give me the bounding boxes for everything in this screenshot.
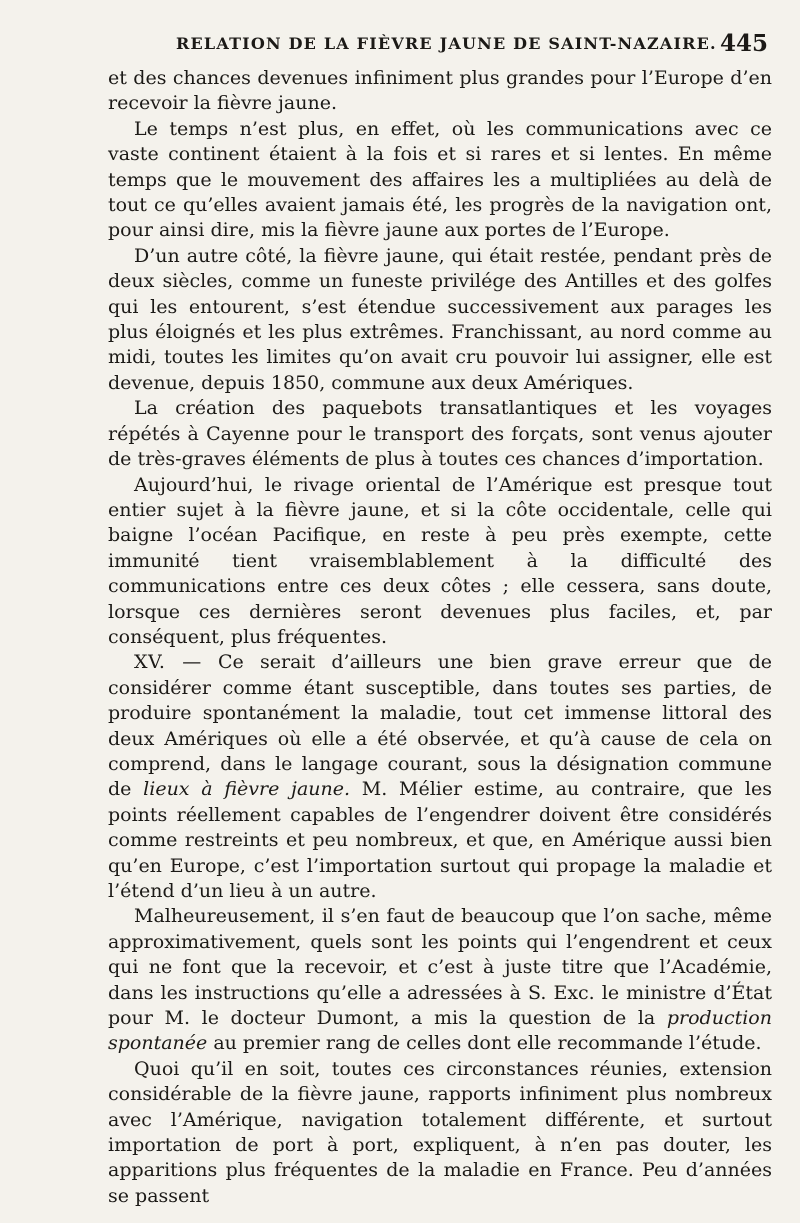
- paragraph-section-xv: [108, 650, 772, 904]
- paragraph-text: et des chances devenues infiniment plus grandes pour l’Europe d’en recevoir la fièvre jaune.: [108, 67, 772, 115]
- paragraph: [108, 1057, 772, 1209]
- paragraph-text: au premier rang de celles dont elle recommande l’étude.: [213, 1032, 762, 1055]
- paragraph: [108, 117, 772, 244]
- running-title: RELATION DE LA FIÈVRE JAUNE DE SAINT-NAZAIRE.: [176, 34, 717, 53]
- italic-term: lieux à fièvre jaune.: [143, 778, 351, 801]
- paragraph-text: M. Mélier estime, au contraire, que les points réellement capables de l’engendrer doivent être considérés comme restreints et peu nombreux, et que, en Amérique aussi bien qu’en Europe, c’est l’importation surtout qui propage la maladie et l’étend d’un lieu à un autre.: [108, 778, 772, 902]
- paragraph-text: Aujourd’hui, le rivage oriental de l’Amérique est presque tout entier sujet à la fièvre jaune, et si la côte occidentale, celle qui baigne l’océan Pacifique, en reste à peu près exempte, cette immunité tient vraisemblablement à la difficulté des communications entre ces deux côtes ; elle cessera, sans doute, lorsque ces dernières seront devenues plus faciles, et, par conséquent, plus fréquentes.: [108, 473, 772, 648]
- paragraph: [108, 244, 772, 396]
- paragraph: [108, 904, 772, 1056]
- page-number: 445: [719, 30, 768, 57]
- body-text: [108, 66, 772, 1209]
- paragraph-text: Malheureusement, il s’en faut de beaucoup que l’on sache, même approximativement, quels sont les points qui l’engendrent et ceux qui ne font que la recevoir, et c’est à juste titre que l’Académie, dans les instructions qu’elle a adressées à S. Exc. le ministre d’État pour M. le docteur Dumont, a mis la question de la: [108, 905, 772, 1030]
- paragraph-text: La création des paquebots transatlantiques et les voyages répétés à Cayenne pour le transport des forçats, sont venus ajouter de très-graves éléments de plus à toutes ces chances d’importation.: [108, 397, 772, 471]
- paragraph-text: D’un autre côté, la fièvre jaune, qui était restée, pendant près de deux siècles, comme un funeste privilége des Antilles et des golfes qui les entourent, s’est étendue successivement aux parages les plus éloignés et les plus extrêmes. Franchissant, au nord comme au midi, toutes les limites qu’on avait cru pouvoir lui assigner, elle est devenue, depuis 1850, commune aux deux Amériques.: [108, 244, 772, 394]
- paragraph-text: Quoi qu’il en soit, toutes ces circonstances réunies, extension considérable de la fièvre jaune, rapports infiniment plus nombreux avec l’Amérique, navigation totalement différente, et surtout importation de port à port, expliquent, à n’en pas douter, les apparitions plus fréquentes de la maladie en France. Peu d’années se passent: [108, 1057, 772, 1207]
- paragraph: [108, 473, 772, 651]
- section-number: XV. —: [134, 651, 202, 674]
- paragraph-text: Le temps n’est plus, en effet, où les communications avec ce vaste continent étaient à la fois et si rares et si lentes. En même temps que le mouvement des affaires les a multipliées au delà de tout ce qu’elles avaient jamais été, les progrès de la navigation ont, pour ainsi dire, mis la fièvre jaune aux portes de l’Europe.: [108, 117, 772, 242]
- page-header: [108, 30, 772, 60]
- paragraph-text: Ce serait d’ailleurs une bien grave erreur que de considérer comme étant susceptible, dans toutes ses parties, de produire spontanément la maladie, tout cet immense littoral des deux Amériques où elle a été observée, et qu’à cause de cela on comprend, dans le langage courant, sous la désignation commune de: [108, 651, 772, 801]
- paragraph: [108, 396, 772, 472]
- paragraph: [108, 66, 772, 117]
- italic-term: production spontanée: [108, 1007, 772, 1055]
